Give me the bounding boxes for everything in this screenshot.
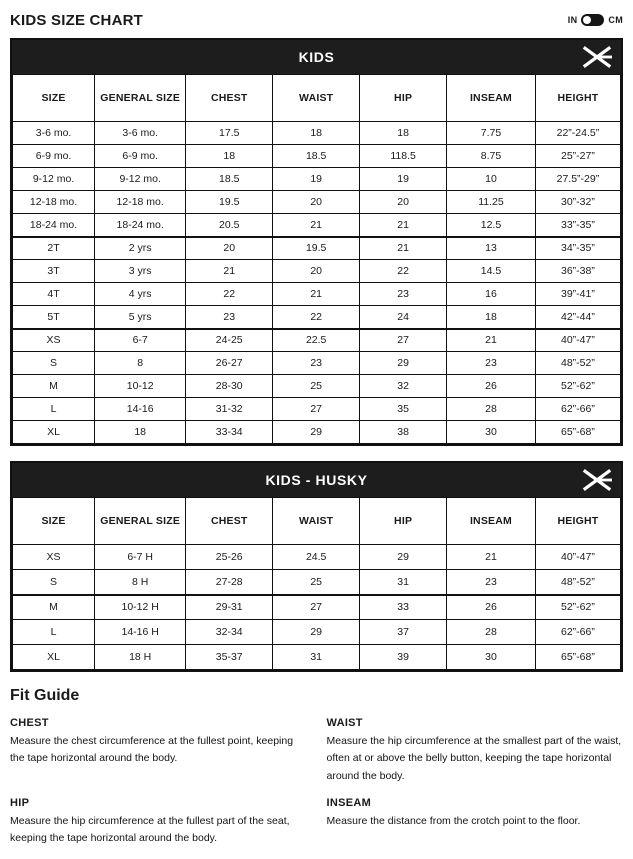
table-row [13,306,621,329]
column-header: GENERAL SIZE [95,498,186,545]
table-header-row [13,498,621,545]
table-cell: 17.5 [186,122,273,145]
table-cell: 3-6 mo. [95,122,186,145]
table-row [13,237,621,260]
table-cell: 27 [273,595,360,620]
fit-guide-item-label: INSEAM [326,796,372,809]
kids-husky-size-table [12,497,621,670]
table-cell: 26-27 [186,352,273,375]
table-cell: 6-7 H [95,545,186,570]
table-cell: 10-12 [95,375,186,398]
fit-guide-title: Fit Guide [10,687,80,704]
table-cell: 22”-24.5” [535,122,620,145]
kids-husky-size-table-section [10,461,623,672]
column-header: HIP [360,498,447,545]
fit-guide-item-chest [10,717,307,785]
table-row [13,168,621,191]
column-header: SIZE [13,498,95,545]
table-cell: XL [13,645,95,670]
table-cell: 11.25 [447,191,536,214]
table-cell: 12.5 [447,214,536,237]
table-cell: 48”-52” [535,352,620,375]
table-row [13,329,621,352]
table-cell: L [13,620,95,645]
table-row [13,398,621,421]
table-cell: 25 [273,375,360,398]
table-cell: 29 [273,620,360,645]
table-cell: 8 H [95,570,186,595]
brand-x-logo-icon [582,469,612,492]
table-cell: 33”-35” [535,214,620,237]
table-row [13,570,621,595]
table-cell: 23 [447,570,536,595]
table-cell: 38 [360,421,447,444]
unit-toggle [568,14,623,26]
column-header: CHEST [186,498,273,545]
table-cell: XS [13,545,95,570]
table-cell: 22 [186,283,273,306]
table-cell: 31 [360,570,447,595]
table-cell: 19 [273,168,360,191]
table-cell: 5T [13,306,95,329]
table-cell: 3 yrs [95,260,186,283]
table-cell: 20.5 [186,214,273,237]
table-cell: 14-16 [95,398,186,421]
table-cell: 14-16 H [95,620,186,645]
table-cell: 18 H [95,645,186,670]
table-cell: 8.75 [447,145,536,168]
table-cell: 118.5 [360,145,447,168]
table-cell: 18 [360,122,447,145]
fit-guide-grid [10,717,623,848]
table-cell: 52”-62” [535,595,620,620]
table-row [13,122,621,145]
fit-guide-item-text: Measure the distance from the crotch point to the floor. [326,814,581,827]
table-cell: 30 [447,645,536,670]
table-cell: M [13,595,95,620]
table-cell: 32 [360,375,447,398]
column-header: INSEAM [447,75,536,122]
column-header: SIZE [13,75,95,122]
table-cell: 21 [360,214,447,237]
table-cell: S [13,352,95,375]
table-cell: 27.5”-29” [535,168,620,191]
unit-label-in: IN [567,15,578,25]
table-row [13,352,621,375]
table-cell: 31 [273,645,360,670]
fit-guide-item-text: Measure the hip circumference at the fullest part of the seat, keeping the tape horizontal around the body. [10,814,290,845]
header-bar [10,8,623,32]
table-cell: S [13,570,95,595]
table-cell: 62”-66” [535,398,620,421]
page-title: KIDS SIZE CHART [10,11,144,29]
table-cell: 16 [447,283,536,306]
table-cell: 28 [447,620,536,645]
table-cell: 25 [273,570,360,595]
table-cell: 23 [447,352,536,375]
kids-size-table-section [10,38,623,446]
table-cell: 26 [447,375,536,398]
table-cell: XL [13,421,95,444]
table-cell: 33 [360,595,447,620]
table-cell: 21 [447,329,536,352]
table-cell: 20 [273,260,360,283]
table-row [13,283,621,306]
table-cell: 22 [273,306,360,329]
table-cell: 4T [13,283,95,306]
fit-guide-item-hip [10,797,307,848]
table-cell: L [13,398,95,421]
fit-guide-item-waist [327,717,624,785]
table-cell: 3-6 mo. [13,122,95,145]
fit-guide-section [10,687,623,848]
table-cell: 29 [360,352,447,375]
table-cell: 27-28 [186,570,273,595]
table-row [13,214,621,237]
column-header: GENERAL SIZE [95,75,186,122]
table-cell: 30 [447,421,536,444]
table-banner-title: KIDS [298,49,335,65]
column-header: CHEST [186,75,273,122]
table-cell: 48”-52” [535,570,620,595]
table-cell: 25”-27” [535,145,620,168]
table-cell: 20 [186,237,273,260]
table-cell: 18 [273,122,360,145]
table-banner [12,463,621,497]
table-cell: 21 [186,260,273,283]
table-cell: 22 [360,260,447,283]
table-cell: 31-32 [186,398,273,421]
table-cell: 24 [360,306,447,329]
table-row [13,375,621,398]
table-cell: 29 [360,545,447,570]
table-cell: 24.5 [273,545,360,570]
column-header: INSEAM [447,498,536,545]
table-cell: 3T [13,260,95,283]
table-cell: 27 [360,329,447,352]
table-cell: 42”-44” [535,306,620,329]
table-cell: 18 [186,145,273,168]
table-cell: 19.5 [273,237,360,260]
table-cell: 12-18 mo. [13,191,95,214]
table-cell: 18.5 [186,168,273,191]
unit-toggle-switch[interactable] [581,14,604,26]
column-header: WAIST [273,75,360,122]
table-header-row [13,75,621,122]
table-cell: 6-9 mo. [95,145,186,168]
kids-size-table [12,74,621,444]
column-header: WAIST [273,498,360,545]
table-cell: 39 [360,645,447,670]
table-cell: 23 [273,352,360,375]
table-cell: 40”-47” [535,545,620,570]
table-cell: 6-7 [95,329,186,352]
table-banner [12,40,621,74]
table-cell: 28 [447,398,536,421]
table-cell: 18-24 mo. [13,214,95,237]
table-cell: 8 [95,352,186,375]
table-cell: 10 [447,168,536,191]
table-cell: 14.5 [447,260,536,283]
table-cell: M [13,375,95,398]
table-cell: 65”-68” [535,645,620,670]
fit-guide-item-label: CHEST [10,717,49,729]
table-cell: 30”-32” [535,191,620,214]
fit-guide-item-inseam [327,797,624,848]
fit-guide-item-label: HIP [10,796,30,809]
table-cell: 10-12 H [95,595,186,620]
table-cell: 21 [360,237,447,260]
table-cell: 28-30 [186,375,273,398]
table-cell: 6-9 mo. [13,145,95,168]
table-row [13,145,621,168]
table-cell: 25-26 [186,545,273,570]
table-cell: 23 [186,306,273,329]
table-cell: 12-18 mo. [95,191,186,214]
table-cell: 40”-47” [535,329,620,352]
table-cell: 21 [273,214,360,237]
table-row [13,260,621,283]
table-row [13,191,621,214]
column-header: HEIGHT [535,498,620,545]
table-row [13,545,621,570]
fit-guide-item-text: Measure the hip circumference at the smallest part of the waist, often at or above the belly button, keeping the tape horizontal around the body. [326,735,622,782]
table-cell: 4 yrs [95,283,186,306]
table-cell: 18 [447,306,536,329]
table-cell: 21 [447,545,536,570]
table-cell: 19 [360,168,447,191]
table-cell: 21 [273,283,360,306]
table-cell: 65”-68” [535,421,620,444]
table-cell: 2 yrs [95,237,186,260]
table-cell: 18-24 mo. [95,214,186,237]
table-cell: 35 [360,398,447,421]
table-cell: 39”-41” [535,283,620,306]
unit-label-cm: CM [608,15,623,25]
table-row [13,620,621,645]
table-row [13,645,621,670]
table-cell: 62”-66” [535,620,620,645]
table-cell: XS [13,329,95,352]
table-cell: 20 [273,191,360,214]
fit-guide-item-label: WAIST [326,717,363,729]
fit-guide-item-text: Measure the chest circumference at the fullest point, keeping the tape horizontal around the body. [10,735,294,765]
table-cell: 22.5 [273,329,360,352]
table-cell: 9-12 mo. [95,168,186,191]
table-cell: 29 [273,421,360,444]
table-cell: 37 [360,620,447,645]
table-cell: 19.5 [186,191,273,214]
toggle-knob [583,16,591,24]
table-cell: 34”-35” [535,237,620,260]
table-cell: 23 [360,283,447,306]
column-header: HEIGHT [535,75,620,122]
column-header: HIP [360,75,447,122]
table-cell: 24-25 [186,329,273,352]
table-row [13,421,621,444]
table-cell: 35-37 [186,645,273,670]
table-cell: 7.75 [447,122,536,145]
table-cell: 2T [13,237,95,260]
brand-x-logo-icon [582,46,612,69]
table-cell: 32-34 [186,620,273,645]
table-cell: 20 [360,191,447,214]
table-row [13,595,621,620]
table-cell: 13 [447,237,536,260]
table-cell: 9-12 mo. [13,168,95,191]
table-cell: 36”-38” [535,260,620,283]
table-cell: 26 [447,595,536,620]
table-banner-title: KIDS - HUSKY [265,472,368,488]
table-cell: 29-31 [186,595,273,620]
table-cell: 52”-62” [535,375,620,398]
table-cell: 5 yrs [95,306,186,329]
table-cell: 18 [95,421,186,444]
table-cell: 27 [273,398,360,421]
table-cell: 33-34 [186,421,273,444]
table-cell: 18.5 [273,145,360,168]
